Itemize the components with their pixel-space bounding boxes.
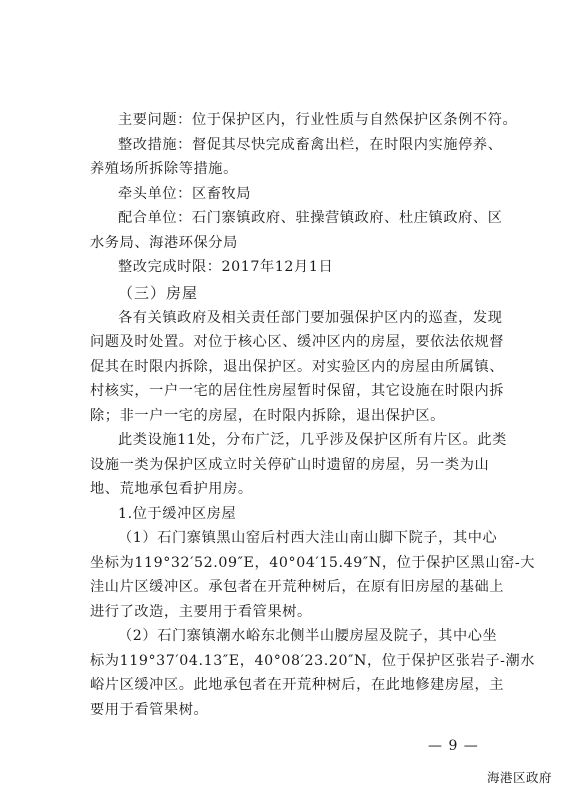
problem-text: 主要问题：位于保护区内，行业性质与自然保护区条例不符。: [118, 112, 518, 128]
page-number: — 9 —: [428, 738, 479, 754]
para1-line: 村核实，一户一宅的居住性房屋暂时保留，其它设施在时限内拆: [90, 383, 505, 399]
watermark-text: 海港区政府: [486, 770, 552, 785]
rectify-text-line-1: 整改措施：督促其尽快完成畜禽出栏，在时限内实施停养、: [118, 136, 503, 153]
lead-unit-text: 牵头单位：区畜牧局: [118, 185, 252, 202]
para1-line: 除；非一户一宅的房屋，在时限内拆除，退出保护区。: [90, 407, 445, 424]
para1-line: 促其在时限内拆除，退出保护区。对实验区内的房屋由所属镇、: [90, 358, 505, 375]
para1-line: 问题及时处置。对位于核心区、缓冲区内的房屋，要依法依规督: [90, 334, 505, 350]
item1-line: 洼山片区缓冲区。承包者在开荒种树后，在原有旧房屋的基础上: [90, 579, 505, 595]
item1-line: 进行了改造，主要用于看管果树。: [90, 603, 312, 620]
deadline-text: 整改完成时限：2017年12月1日: [118, 259, 334, 275]
para2-line: 设施一类为保护区成立时关停矿山时遗留的房屋，另一类为山: [90, 456, 490, 473]
item2-line: 要用于看管果树。: [90, 701, 209, 718]
item2-line: （2）石门寨镇潮水峪东北侧半山腰房屋及院子，其中心坐: [118, 628, 498, 644]
coop-unit-text-line-2: 水务局、海港环保分局: [90, 234, 238, 251]
subheading: 1.位于缓冲区房屋: [118, 505, 237, 522]
document-body: [90, 108, 536, 722]
item2-line: 标为119°37′04.13″E，40°08′23.20″N，位于保护区张岩子-潮水: [90, 652, 536, 669]
item1-line: 坐标为119°32′52.09″E，40°04′15.49″N，位于保护区黑山窑-大: [90, 554, 536, 571]
para1-line: 各有关镇政府及相关责任部门要加强保护区内的巡查，发现: [118, 309, 503, 326]
section-heading: （三）房屋: [118, 283, 199, 302]
item2-line: 峪片区缓冲区。此地承包者在开荒种树后，在此地修建房屋，主: [90, 677, 505, 693]
item1-line: （1）石门寨镇黑山窑后村西大洼山南山脚下院子，其中心: [118, 530, 498, 546]
coop-unit-text-line-1: 配合单位：石门寨镇政府、驻操营镇政府、杜庄镇政府、区: [118, 210, 503, 226]
rectify-text-line-2: 养殖场所拆除等措施。: [90, 161, 238, 177]
para2-line: 地、荒地承包看护用房。: [90, 481, 253, 497]
para2-line: 此类设施11处，分布广泛，几乎涉及保护区所有片区。此类: [118, 432, 507, 448]
